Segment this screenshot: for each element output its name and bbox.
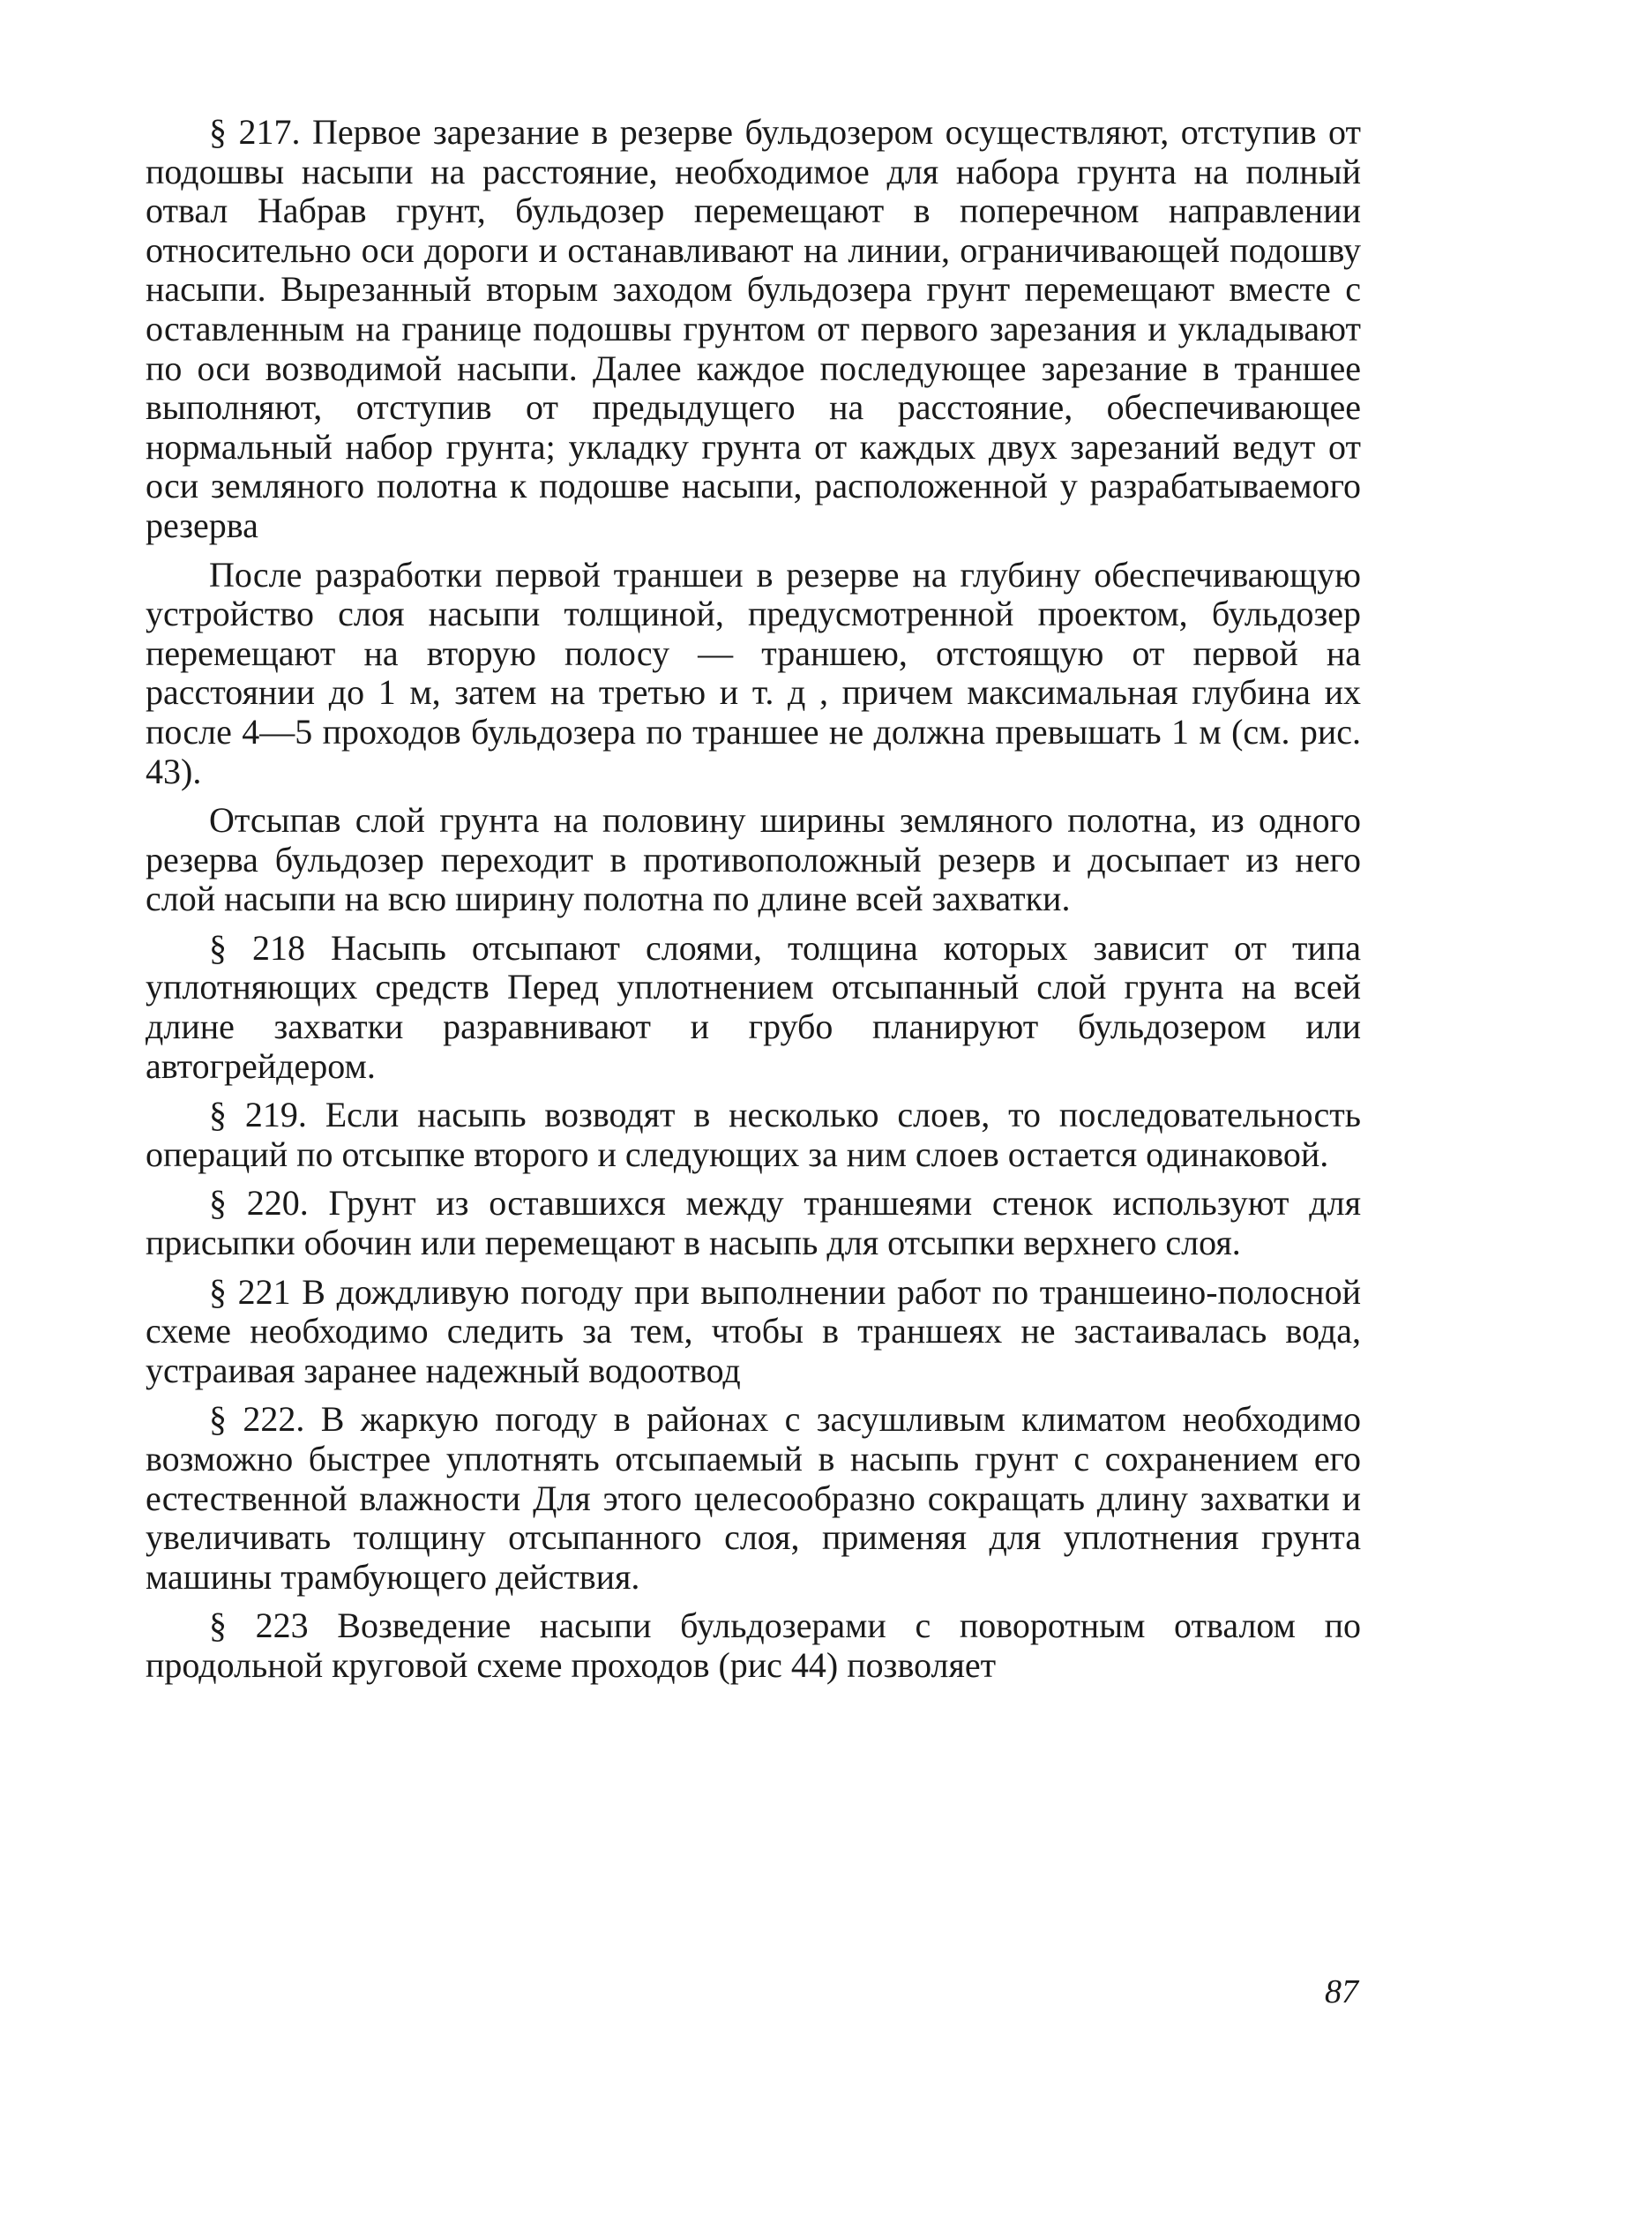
paragraph-223: § 223 Возведение насыпи бульдозерами с поворотным отвалом по продольной круговой схеме проходов (рис 44) позволяет [146,1606,1361,1685]
paragraph-221: § 221 В дождливую погоду при выполнении работ по траншеино-полосной схеме необходимо следить за тем, чтобы в траншеях не застаивалась вода, устраивая заранее надежный водоотвод [146,1271,1361,1390]
page-number: 87 [1325,1973,1358,2010]
paragraph-layer-filling: Отсыпав слой грунта на половину ширины земляного полотна, из одного резерва бульдозер переходит в противоположный резерв и досыпает из него слой насыпи на всю ширину полотна по длине всей захватки. [146,800,1361,919]
paragraph-220: § 220. Грунт из оставшихся между траншеями стенок используют для присыпки обочин или перемещают в насыпь для отсыпки верхнего слоя. [146,1183,1361,1263]
paragraph-217: § 217. Первое зарезание в резерве бульдозером осуществляют, отступив от подошвы насыпи на расстояние, необходимое для набора грунта на полный отвал Набрав грунт, бульдозер перемещают в поперечном направлении относительно оси дороги и останавливают на линии, ограничивающей подошву насыпи. Вырезанный вторым заходом бульдозера грунт перемещают вместе с оставленным на границе подошвы грунтом от первого зарезания и укладывают по оси возводимой насыпи. Далее каждое последующее зарезание в траншее выполняют, отступив от предыдущего на расстояние, обеспечивающее нормальный набор грунта; укладку грунта от каждых двух зарезаний ведут от оси земляного полотна к подошве насыпи, расположенной у разрабатываемого резерва [146,112,1361,545]
paragraph-218: § 218 Насыпь отсыпают слоями, толщина которых зависит от типа уплотняющих средств Перед уплотнением отсыпанный слой грунта на всей длине захватки разравнивают и грубо планируют бульдозером или автогрейдером. [146,927,1361,1086]
paragraph-219: § 219. Если насыпь возводят в несколько слоев, то последовательность операций по отсыпке второго и следующих за ним слоев остается одинаковой. [146,1095,1361,1174]
body-text [146,113,1361,1695]
paragraph-222: § 222. В жаркую погоду в районах с засушливым климатом необходимо возможно быстрее уплотнять отсыпаемый в насыпь грунт с сохранением его естественной влажности Для этого целесообразно сокращать длину захватки и увеличивать толщину отсыпанного слоя, применяя для уплотнения грунта машины трамбующего действия. [146,1399,1361,1597]
paragraph-trench-development: После разработки первой траншеи в резерве на глубину обеспечивающую устройство слоя насыпи толщиной, предусмотренной проектом, бульдозер перемещают на вторую полосу — траншею, отстоящую от первой на расстоянии до 1 м, затем на третью и т. д , причем максимальная глубина их после 4—5 проходов бульдозера по траншее не должна превышать 1 м (см. рис. 43). [146,554,1361,791]
